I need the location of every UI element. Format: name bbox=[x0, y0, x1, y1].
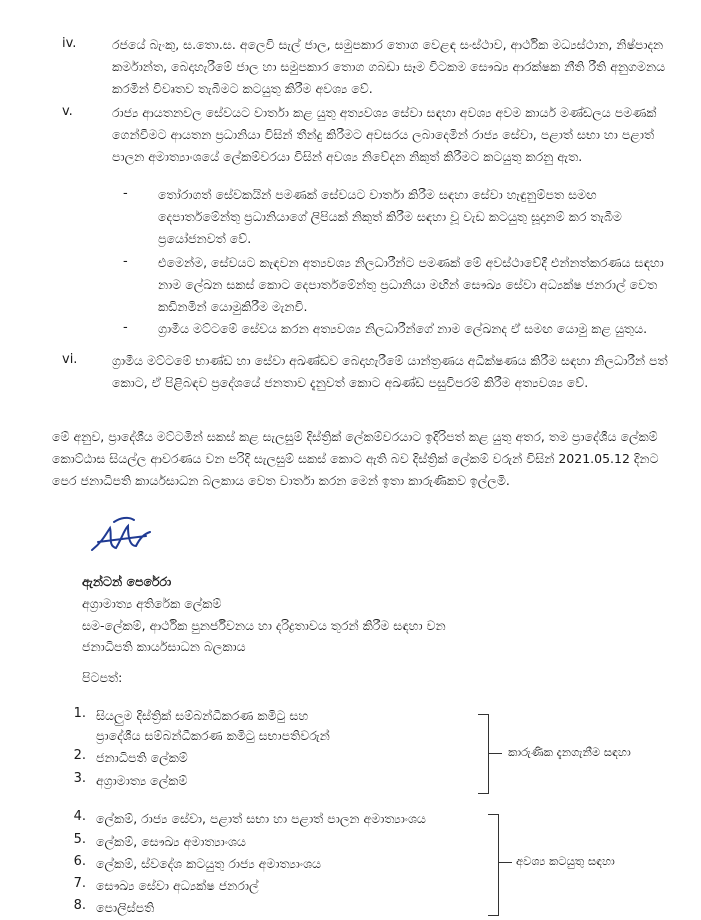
group-brace bbox=[488, 814, 499, 916]
list-number: 1. bbox=[73, 706, 86, 721]
list-item: ප්‍රාදේශීය සම්බන්ධීකරණ කමිටු සභාපතිවරුන් bbox=[96, 728, 330, 743]
brace-tick bbox=[498, 862, 512, 863]
point-text: රජයේ බැංකු, ස.තො.ස. අලෙවි සැල් ජාල, සමුපකාර තොග වෙළඳ සංස්ථාව, ආර්ථික මධ්‍යස්ථාන, නිෂ්පාදන කර්මාන්ත, බෙදාහැරීමේ ජාල හා සමුපකාර තොග ගබඩා සෑම විටකම සෞඛ්‍ය ආරක්ෂක නීති රීති අනුගමනය කරමින් විවෘතව තැබීමට කටයුතු කිරීම අවශ්‍ය වේ. bbox=[112, 37, 666, 96]
signatory-role: ජනාධිපති කාර්යසාධන බලකාය bbox=[82, 639, 246, 654]
list-number: 3. bbox=[73, 771, 86, 786]
list-number: 6. bbox=[73, 854, 86, 869]
dash-bullet: - bbox=[123, 254, 128, 269]
group-label: අවශ්‍ය කටයුතු සඳහා bbox=[516, 854, 615, 868]
list-item: අග්‍රාමාත්‍ය ලේකම් bbox=[96, 773, 188, 788]
point-text: ග්‍රාමීය මට්ටමේ භාණ්ඩ හා සේවා අඛණ්ඩව බෙදාහැරීමේ යාන්ත්‍රණය අධීක්ෂණය කිරීම සඳහා නිලධාරීන් පත් කොට, ඒ පිළිබඳව ප්‍රදේශයේ ජනතාව දැනුවත් කොට අඛණ්ඩ පසුවිපරම් කිරීම අත්‍යවශ්‍ය වේ. bbox=[112, 353, 668, 390]
sub-point-text: එමෙන්ම, සේවයට කැඳවන අත්‍යවශ්‍ය නිලධාරීන්ට පමණක් මේ අවස්ථාවේදී එන්නත්කරණය සඳහා නාම ලේඛන සකස් කොට දෙපාර්තමේන්තු ප්‍රධානියා මඟින් සෞඛ්‍ය සේවා අධ්‍යක්ෂ ජනරාල් වෙත කඩිනමින් යොමුකිරීම මැනවි. bbox=[158, 255, 664, 314]
group-brace bbox=[478, 714, 489, 794]
list-item: ලේකම්, සෞඛ්‍ය අමාත්‍යාංශය bbox=[96, 834, 246, 849]
list-number: 4. bbox=[73, 809, 86, 824]
point-number: v. bbox=[62, 104, 73, 119]
dash-bullet: - bbox=[123, 186, 128, 201]
signatory-name: ඇන්ටන් පෙරේරා bbox=[82, 574, 172, 589]
group-label: කාරුණික දැනගැනීම සඳහා bbox=[508, 745, 631, 759]
point-number: vi. bbox=[62, 352, 78, 367]
sub-point-text: තෝරාගත් සේවකයින් පමණක් සේවයට වාර්තා කිරීම සඳහා සේවා හැඳුනුම්පත සමඟ දෙපාර්තමේන්තු ප්‍රධානියාගේ ලිපියක් නිකුත් කිරීම සඳහා වූ වැඩ කටයුතු සූදානම් කර තැබීම ප්‍රයෝජනවත් වේ. bbox=[158, 187, 622, 246]
signature-mark bbox=[88, 512, 160, 562]
copies-heading: පිටපත්: bbox=[82, 670, 123, 685]
point-text: රාජ්‍ය ආයතනවල සේවයට වාර්තා කළ යුතු අත්‍යවශ්‍ය සේවා සඳහා අවශ්‍ය අවම කාර්ය මණ්ඩලය පමණක් ගෙන්වීමට ආයතන ප්‍රධානියා විසින් තීන්දු කිරීමට අවසරය ලබාදෙමින් රාජ්‍ය සේවා, පළාත් සභා හා පළාත් පාලන අමාත්‍යාංශයේ ලේකම්වරයා විසින් අවශ්‍ය නිවේදන නිකුත් කිරීමට කටයුතු කරනු ඇත. bbox=[112, 105, 657, 164]
signatory-role: සම-ලේකම්, ආර්ථික පුනර්ජීවනය හා දරිද්‍රතාවය තුරන් කිරීම සඳහා වන bbox=[82, 618, 446, 633]
dash-bullet: - bbox=[123, 320, 128, 335]
list-item: ලේකම්, ස්වදේශ කටයුතු රාජ්‍ය අමාත්‍යාංශය bbox=[96, 856, 322, 871]
list-item: ලේකම්, රාජ්‍ය සේවා, පළාත් සභා හා පළාත් පාලන අමාත්‍යාංශය bbox=[96, 811, 426, 826]
list-item: සෞඛ්‍ය සේවා අධ්‍යක්ෂ ජනරාල් bbox=[96, 878, 259, 893]
list-item: සියලුම දිස්ත්‍රික් සම්බන්ධීකරණ කමිටු සහ bbox=[96, 708, 309, 723]
list-number: 8. bbox=[73, 898, 86, 913]
closing-paragraph: මේ අනුව, ප්‍රාදේශීය මට්ටමින් සකස් කළ සැලසුම් දිස්ත්‍රික් ලේකම්වරයාට ඉදිරිපත් කළ යුතු අතර, තම ප්‍රාදේශීය ලේකම් කොට්ඨාස සියල්ල ආවරණය වන පරිදි සැලසුම් සකස් කොට ඇති බව දිස්ත්‍රික් ලේකම් වරුන් විසින් 2021.05.12 දිනට පෙර ජනාධිපති කාර්යසාධන බලකාය වෙත වාර්තා කරන මෙන් ඉතා කාරුණිකව ඉල්ලමි. bbox=[52, 429, 659, 488]
signatory-title: අග්‍රාමාත්‍ය අතිරේක ලේකම් bbox=[82, 596, 222, 611]
list-number: 5. bbox=[73, 832, 86, 847]
list-number: 7. bbox=[73, 876, 86, 891]
brace-tick bbox=[488, 753, 502, 754]
point-number: iv. bbox=[62, 36, 77, 51]
list-item: පොලිස්පති bbox=[96, 900, 155, 915]
sub-point-text: ග්‍රාමීය මට්ටමේ සේවය කරන අත්‍යවශ්‍ය නිලධාරීන්ගේ නාම ලේඛනද ඒ සමඟ යොමු කළ යුතුය. bbox=[158, 321, 648, 336]
list-number: 2. bbox=[73, 748, 86, 763]
list-item: ජනාධිපති ලේකම් bbox=[96, 750, 188, 765]
